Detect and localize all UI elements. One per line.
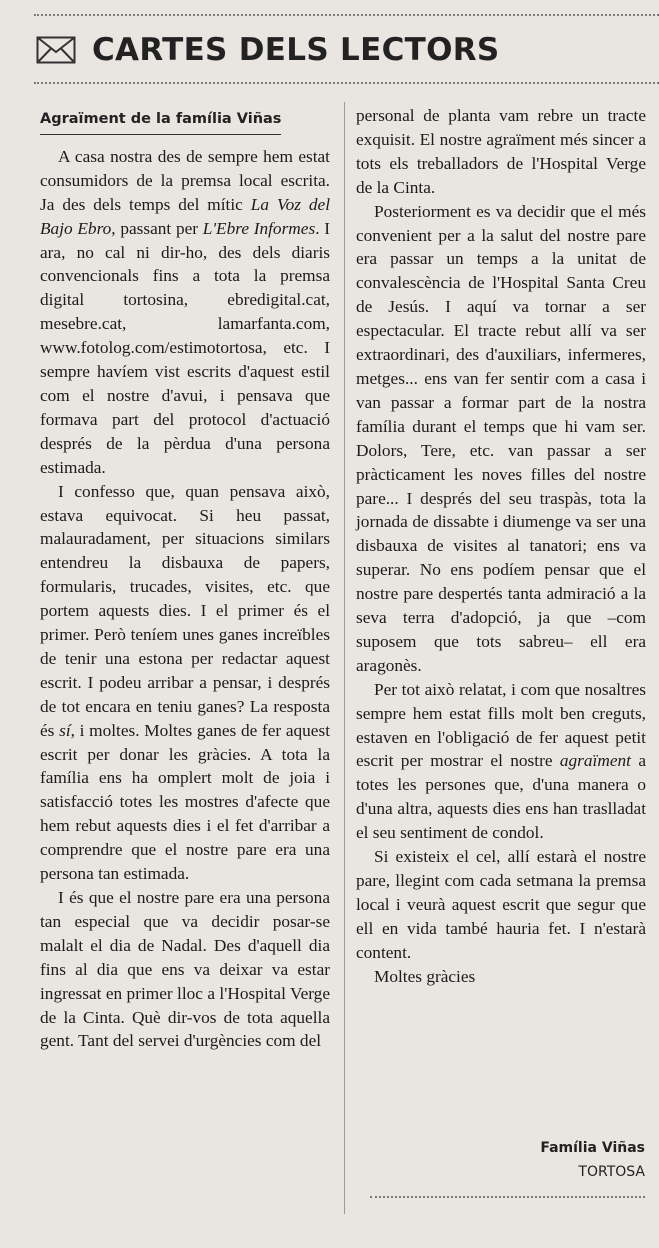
signature-place: TORTOSA (578, 1164, 645, 1180)
footer-dotted-rule (370, 1196, 645, 1198)
header-dotted-rule (34, 82, 659, 84)
article-column-left (40, 104, 330, 1053)
paragraph-1: A casa nostra des de sempre hem estat consumidors de la premsa local escrita. Ja des dels temps del mític La Voz del Bajo Ebro, passant per L'Ebre Informes. I ara, no cal ni dir-ho, des dels diaris convencionals fins a tota la premsa digital tortosina, ebredigital.cat, mesebre.cat, lamarfanta.com, www.fotolog.com/estimotortosa, etc. I sempre havíem vist escrits d'aquest estil com el nostre d'avui, i pensava que formava part del protocol d'actuació després de la pèrdua d'una persona estimada. (40, 146, 330, 477)
paragraph-5: Per tot això relatat, i com que nosaltres sempre hem estat fills molt ben creguts, estaven en l'obligació de fer aquest petit escrit per mostrar el nostre agraïment a totes les persones que, d'una manera o d'una altra, aquests dies ens han traslladat el seu sentiment de condol. (356, 679, 646, 843)
section-title: CARTES DELS LECTORS (92, 32, 500, 68)
paragraph-4: Posteriorment es va decidir que el més convenient per a la salut del nostre pare era passar un temps a la unitat de convalescència de l'Hospital Santa Creu de Jesús. I aquí va tornar a ser espectacular. El tracte rebut allí va ser extraordinari, des d'auxiliars, infermeres, metges... ens van fer sentir com a casa i van passar a formar part de la nostra família durant el temps que hi vam ser. Dolors, Tere, etc. van passar a ser pràcticament les noves filles del nostre pare... I després del seu traspàs, tota la jornada de dissabte i diumenge va ser una disbauxa de visites al tanatori; ens va superar. No ens podíem pensar que el nostre pare despertés tanta admiració a la seva terra d'adopció, ja que –com suposem que tots sabreu– ell era aragonès. (356, 201, 646, 675)
paragraph-3: I és que el nostre pare era una persona tan especial que va decidir posar-se malalt el dia de Nadal. Des d'aquell dia fins al dia que ens va deixar va estar ingressat en primer lloc a l'Hospital Verge de la Cinta. Què dir-vos de tota aquella gent. Tant del servei d'urgències com del (40, 888, 330, 1051)
envelope-icon (36, 36, 76, 64)
top-dotted-rule (34, 14, 659, 16)
article-headline: Agraïment de la família Viñas (40, 108, 281, 135)
paragraph-2: I confesso que, quan pensava això, estava equivocat. Si heu passat, malauradament, per situacions similars entendreu la disbauxa de papers, formularis, trucades, visites, etc. que portem aquests dies. I el primer és el primer. Però teníem unes ganes increïbles de tenir una estona per redactar aquest escrit. I podeu arribar a pensar, i després de tot encara en teniu ganes? La resposta és sí, i moltes. Moltes ganes de fer aquest escrit per donar les gràcies. A tota la família ens ha omplert molt de joia i satisfacció totes les mostres d'afecte que hem rebut aquests dies i el fet d'arribar a comprendre que el nostre pare era una persona tan estimada. (40, 481, 330, 884)
closing-line: Moltes gràcies (374, 966, 476, 986)
column-divider (344, 102, 345, 1214)
paragraph-3-continued: personal de planta vam rebre un tracte exquisit. El nostre agraïment més sincer a tots els treballadors de l'Hospital Verge de la Cinta. (356, 106, 646, 197)
section-header (36, 24, 500, 76)
paragraph-6: Si existeix el cel, allí estarà el nostre pare, llegint com cada setmana la premsa local i veurà aquest escrit que segur que ell en vida també hauria fet. I n'estarà content. (356, 847, 646, 962)
signature-name: Família Viñas (540, 1140, 645, 1156)
article-column-right (356, 104, 646, 989)
